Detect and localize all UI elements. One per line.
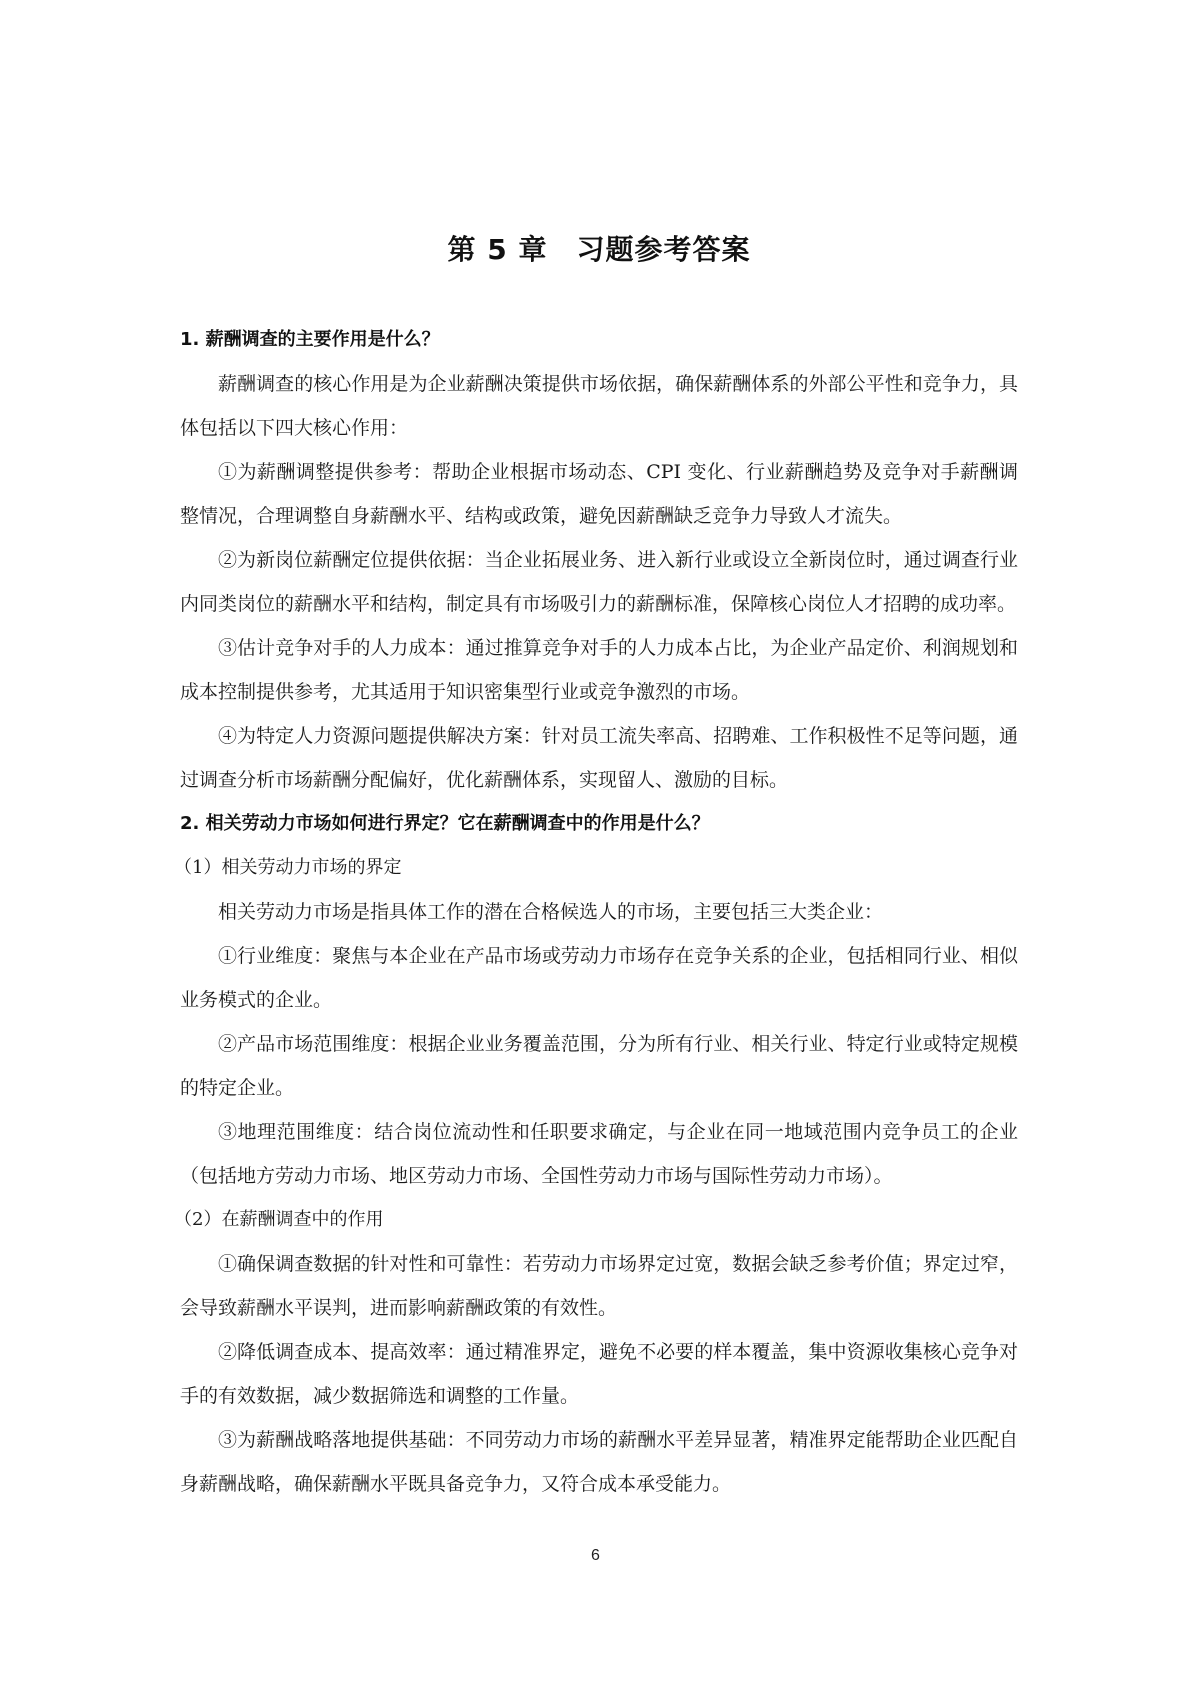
question-2-part-2-heading: （2）在薪酬调查中的作用 — [174, 1209, 384, 1230]
question-2-heading: 2. 相关劳动力市场如何进行界定？它在薪酬调查中的作用是什么？ — [180, 813, 710, 834]
question-2-part-2-point-1: ①确保调查数据的针对性和可靠性：若劳动力市场界定过宽，数据会缺乏参考价值；界定过窄，会导致薪酬水平误判，进而影响薪酬政策的有效性。 — [180, 1253, 1018, 1319]
chapter-title: 第 5 章 习题参考答案 — [447, 233, 751, 266]
question-1-heading: 1. 薪酬调查的主要作用是什么？ — [180, 329, 440, 350]
page-number: 6 — [591, 1547, 600, 1564]
question-2-part-1-point-1: ①行业维度：聚焦与本企业在产品市场或劳动力市场存在竞争关系的企业，包括相同行业、相似业务模式的企业。 — [180, 945, 1018, 1011]
question-2-part-1-heading: （1）相关劳动力市场的界定 — [174, 857, 402, 878]
question-1-point-3: ③估计竞争对手的人力成本：通过推算竞争对手的人力成本占比，为企业产品定价、利润规划和成本控制提供参考，尤其适用于知识密集型行业或竞争激烈的市场。 — [180, 637, 1018, 703]
question-2-part-1-point-2: ②产品市场范围维度：根据企业业务覆盖范围，分为所有行业、相关行业、特定行业或特定规模的特定企业。 — [180, 1033, 1018, 1099]
question-1-intro: 薪酬调查的核心作用是为企业薪酬决策提供市场依据，确保薪酬体系的外部公平性和竞争力，具体包括以下四大核心作用： — [180, 373, 1018, 439]
question-1-point-2: ②为新岗位薪酬定位提供依据：当企业拓展业务、进入新行业或设立全新岗位时，通过调查行业内同类岗位的薪酬水平和结构，制定具有市场吸引力的薪酬标准，保障核心岗位人才招聘的成功率。 — [180, 549, 1018, 615]
question-2-part-1-point-3: ③地理范围维度：结合岗位流动性和任职要求确定，与企业在同一地域范围内竞争员工的企业（包括地方劳动力市场、地区劳动力市场、全国性劳动力市场与国际性劳动力市场）。 — [180, 1121, 1018, 1187]
question-2-part-2-point-2: ②降低调查成本、提高效率：通过精准界定，避免不必要的样本覆盖，集中资源收集核心竞争对手的有效数据，减少数据筛选和调整的工作量。 — [180, 1341, 1018, 1407]
question-2-part-1-intro: 相关劳动力市场是指具体工作的潜在合格候选人的市场，主要包括三大类企业： — [218, 901, 884, 923]
question-1-point-1: ①为薪酬调整提供参考：帮助企业根据市场动态、CPI 变化、行业薪酬趋势及竞争对手薪酬调整情况，合理调整自身薪酬水平、结构或政策，避免因薪酬缺乏竞争力导致人才流失。 — [180, 461, 1018, 527]
question-2-part-2-point-3: ③为薪酬战略落地提供基础：不同劳动力市场的薪酬水平差异显著，精准界定能帮助企业匹配自身薪酬战略，确保薪酬水平既具备竞争力，又符合成本承受能力。 — [180, 1429, 1018, 1495]
question-1-point-4: ④为特定人力资源问题提供解决方案：针对员工流失率高、招聘难、工作积极性不足等问题，通过调查分析市场薪酬分配偏好，优化薪酬体系，实现留人、激励的目标。 — [180, 725, 1018, 791]
page-content — [174, 228, 1018, 1506]
